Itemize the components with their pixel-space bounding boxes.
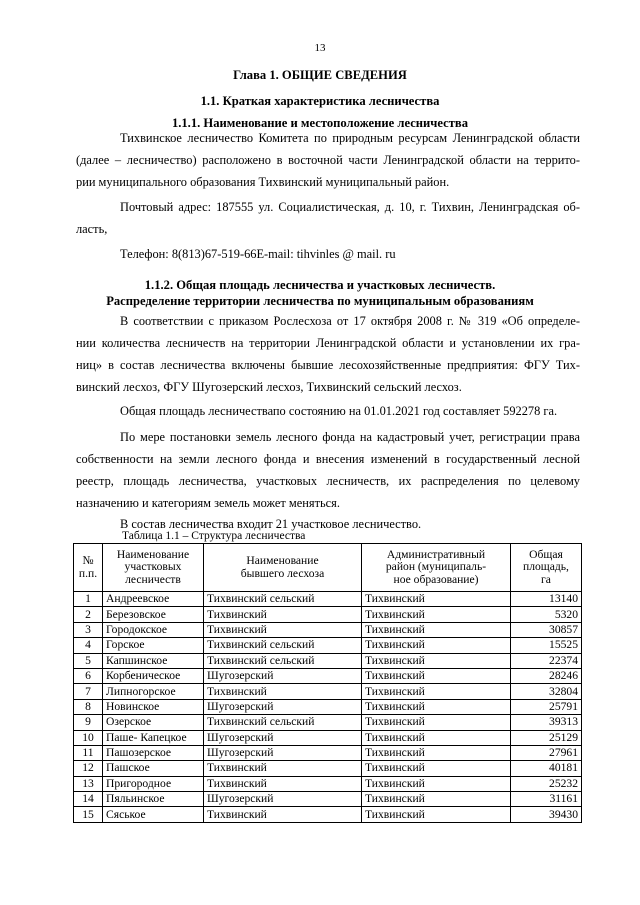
row-district-name: Капшинское <box>103 653 204 668</box>
paragraph-line: винский лесхоз, ФГУ Шугозерский лесхоз, Тихвинский сельский лесхоз. <box>76 380 462 394</box>
table-row <box>74 730 582 745</box>
row-area: 25791 <box>511 699 582 714</box>
paragraph-line: рии муниципального образования Тихвинский муниципальный район. <box>76 175 450 189</box>
row-number: 15 <box>74 807 103 822</box>
row-former-forestry: Тихвинский сельский <box>204 653 362 668</box>
row-number: 10 <box>74 730 103 745</box>
row-former-forestry: Шугозерский <box>204 730 362 745</box>
row-number: 13 <box>74 776 103 791</box>
paragraph-line: назначению и категориям земель может меняться. <box>76 496 340 510</box>
forestry-structure-table <box>73 543 582 823</box>
row-admin-district: Тихвинский <box>362 684 511 699</box>
row-admin-district: Тихвинский <box>362 668 511 683</box>
table-row <box>74 668 582 683</box>
table-header-row <box>74 544 582 592</box>
paragraph-line: ниц» в состав лесничества включены бывшие лесохозяйственные предприятия: ФГУ Тих- <box>76 358 580 372</box>
row-admin-district: Тихвинский <box>362 776 511 791</box>
row-number: 2 <box>74 607 103 622</box>
chapter-heading: Глава 1. ОБЩИЕ СВЕДЕНИЯ <box>233 68 407 82</box>
row-admin-district: Тихвинский <box>362 715 511 730</box>
row-admin-district: Тихвинский <box>362 622 511 637</box>
row-district-name: Андреевское <box>103 592 204 607</box>
row-district-name: Липногорское <box>103 684 204 699</box>
row-district-name: Городокское <box>103 622 204 637</box>
header-former-forestry: Наименование бывшего лесхоза <box>204 544 362 592</box>
row-admin-district: Тихвинский <box>362 653 511 668</box>
row-former-forestry: Шугозерский <box>204 668 362 683</box>
paragraph-line: реестр, площадь лесничества, участковых лесничеств, их распределения по целевому <box>76 474 580 488</box>
row-area: 15525 <box>511 638 582 653</box>
table-row <box>74 684 582 699</box>
row-admin-district: Тихвинский <box>362 761 511 776</box>
row-area: 30857 <box>511 622 582 637</box>
row-former-forestry: Тихвинский <box>204 807 362 822</box>
row-area: 25232 <box>511 776 582 791</box>
row-admin-district: Тихвинский <box>362 745 511 760</box>
row-district-name: Корбеничеcкое <box>103 668 204 683</box>
row-admin-district: Тихвинский <box>362 730 511 745</box>
row-district-name: Озерское <box>103 715 204 730</box>
row-area: 31161 <box>511 792 582 807</box>
paragraph-line: Тихвинское лесничество Комитета по природным ресурсам Ленинградской области <box>120 131 580 145</box>
table-row <box>74 607 582 622</box>
row-area: 40181 <box>511 761 582 776</box>
paragraph-line: Почтовый адрес: 187555 ул. Социалистическая, д. 10, г. Тихвин, Ленинградская об- <box>120 200 580 214</box>
row-area: 22374 <box>511 653 582 668</box>
row-area: 39430 <box>511 807 582 822</box>
row-district-name: Горское <box>103 638 204 653</box>
table-row <box>74 807 582 822</box>
row-former-forestry: Шугозерский <box>204 699 362 714</box>
section-heading: 1.1. Краткая характеристика лесничества <box>200 94 440 108</box>
row-former-forestry: Тихвинский <box>204 761 362 776</box>
subsection-heading: 1.1.1. Наименование и местоположение лесничества <box>171 116 469 130</box>
row-number: 6 <box>74 668 103 683</box>
row-district-name: Пригородное <box>103 776 204 791</box>
row-former-forestry: Тихвинский сельский <box>204 592 362 607</box>
row-number: 11 <box>74 745 103 760</box>
table-row <box>74 699 582 714</box>
row-number: 14 <box>74 792 103 807</box>
row-number: 7 <box>74 684 103 699</box>
row-district-name: Пашское <box>103 761 204 776</box>
row-former-forestry: Тихвинский сельский <box>204 715 362 730</box>
header-admin-district: Административный район (муниципаль- ное образование) <box>362 544 511 592</box>
page-number: 13 <box>314 42 326 54</box>
paragraph-line: (далее – лесничество) расположено в восточной части Ленинградской области на террито- <box>76 153 580 167</box>
header-district-name: Наименование участковых лесничеств <box>103 544 204 592</box>
paragraph-line: По мере постановки земель лесного фонда на кадастровый учет, регистрации права <box>120 430 580 444</box>
row-former-forestry: Тихвинский <box>204 776 362 791</box>
row-number: 5 <box>74 653 103 668</box>
row-district-name: Сяськое <box>103 807 204 822</box>
table-row <box>74 592 582 607</box>
row-number: 1 <box>74 592 103 607</box>
row-area: 39313 <box>511 715 582 730</box>
table-row <box>74 761 582 776</box>
row-admin-district: Тихвинский <box>362 592 511 607</box>
row-former-forestry: Шугозерский <box>204 792 362 807</box>
row-area: 28246 <box>511 668 582 683</box>
row-area: 5320 <box>511 607 582 622</box>
row-district-name: Новинское <box>103 699 204 714</box>
row-area: 32804 <box>511 684 582 699</box>
paragraph-line: нии количества лесничеств на территории Ленинградской области и установлении их гра- <box>76 336 580 350</box>
row-admin-district: Тихвинский <box>362 792 511 807</box>
row-former-forestry: Тихвинский <box>204 684 362 699</box>
row-district-name: Березовское <box>103 607 204 622</box>
row-district-name: Пяльинское <box>103 792 204 807</box>
paragraph-line: ласть, <box>76 222 108 236</box>
row-former-forestry: Тихвинский сельский <box>204 638 362 653</box>
row-district-name: Паше- Капецкое <box>103 730 204 745</box>
paragraph-line: Общая площадь лесничествапо состоянию на 01.01.2021 год составляет 592278 га. <box>120 404 558 418</box>
subsection-heading: Распределение территории лесничества по муниципальным образованиям <box>106 294 534 308</box>
row-admin-district: Тихвинский <box>362 607 511 622</box>
table-row <box>74 776 582 791</box>
row-number: 9 <box>74 715 103 730</box>
contact-line: Телефон: 8(813)67-519-66E-mail: tihvinles @ mail. ru <box>120 247 396 261</box>
row-number: 12 <box>74 761 103 776</box>
table-caption: Таблица 1.1 – Структура лесничества <box>122 530 306 542</box>
paragraph-line: собственности на земли лесного фонда и внесения изменений в государственный лесной <box>76 452 580 466</box>
row-admin-district: Тихвинский <box>362 699 511 714</box>
row-number: 8 <box>74 699 103 714</box>
table-row <box>74 715 582 730</box>
table-row <box>74 653 582 668</box>
header-number: № п.п. <box>74 544 103 592</box>
row-number: 3 <box>74 622 103 637</box>
row-admin-district: Тихвинский <box>362 807 511 822</box>
row-former-forestry: Тихвинский <box>204 622 362 637</box>
row-district-name: Пашозерское <box>103 745 204 760</box>
row-number: 4 <box>74 638 103 653</box>
row-area: 13140 <box>511 592 582 607</box>
subsection-heading: 1.1.2. Общая площадь лесничества и участковых лесничеств. <box>144 278 496 292</box>
table-row <box>74 638 582 653</box>
table-row <box>74 792 582 807</box>
table-row <box>74 622 582 637</box>
paragraph-line: В состав лесничества входит 21 участковое лесничество. <box>120 517 422 531</box>
paragraph-line: В соответствии с приказом Рослесхоза от 17 октября 2008 г. № 319 «Об определе- <box>120 314 580 328</box>
row-former-forestry: Тихвинский <box>204 607 362 622</box>
row-former-forestry: Шугозерский <box>204 745 362 760</box>
row-admin-district: Тихвинский <box>362 638 511 653</box>
row-area: 25129 <box>511 730 582 745</box>
table-row <box>74 745 582 760</box>
header-area: Общая площадь, га <box>511 544 582 592</box>
row-area: 27961 <box>511 745 582 760</box>
